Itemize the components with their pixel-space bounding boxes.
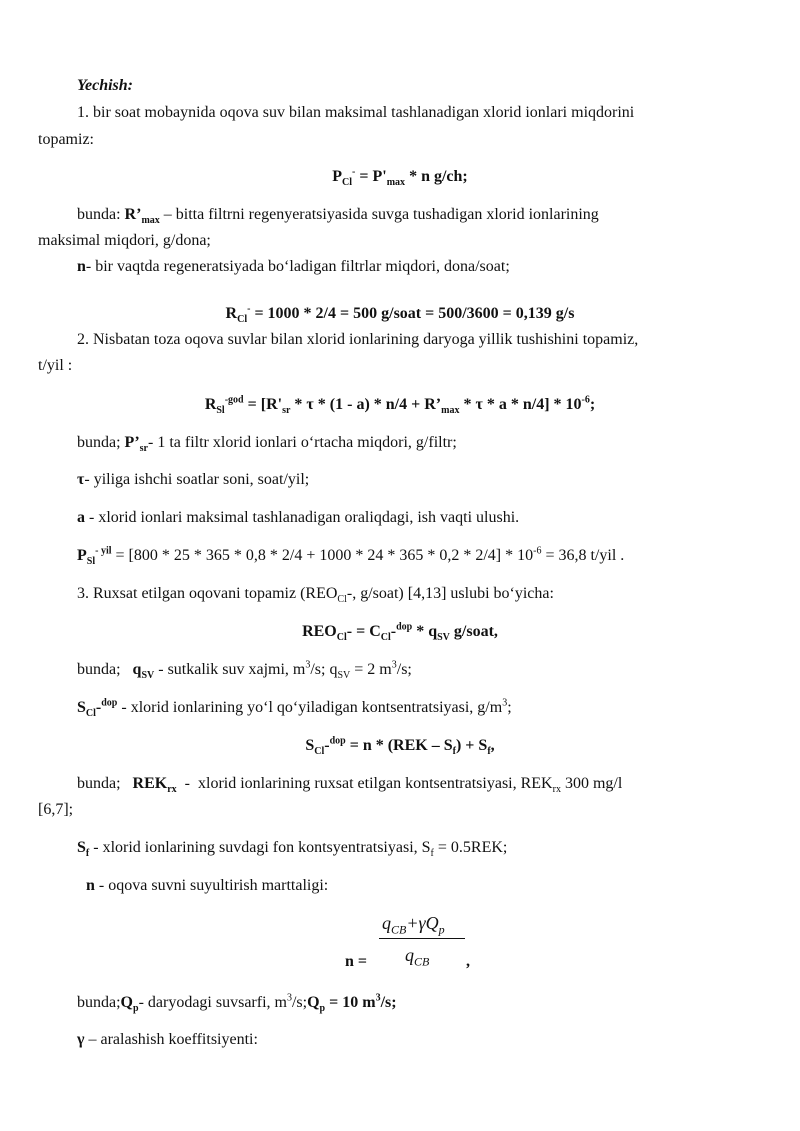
bunda-3: bunda; $q_{SV}$ - sutkalik suv xajmi, $m^3/s$; $q_{SV} = 2$ $m^3/s$; — [77, 659, 412, 682]
paragraph-3: 3. Ruxsat etilgan oqovani topamiz ($REO_{Cl}-$, g/soat) [4,13] uslubi bo‘yicha: — [77, 585, 554, 606]
formula-2: $R_{Cl}^- = 1000 * 2/4 = 500$ g/soat = 500/3600 = 0,139 g/s — [225, 303, 575, 326]
paragraph-1-line-1: 1. bir soat mobaynida oqova suv bilan maksimal tashlanadigan xlorid ionlari miqdorini — [77, 104, 635, 121]
formula-4: $P_{Sl}^{- yil} = [800 * 25 * 365 * 0,8 * 2/4 + 1000 * 24 * 365 * 0,2 * 2/4] * 10^{-6} = 36,8$ t/yil . — [77, 545, 625, 568]
a-definition: a - xlorid ionlari maksimal tashlanadigan oraliqdagi, ish vaqti ulushi. — [77, 509, 520, 526]
n-definition: n- bir vaqtda regeneratsiyada bo‘ladigan filtrlar miqdori, dona/soat; — [77, 258, 510, 275]
formula-5: $REO_{Cl}- = C_{Cl}-^{dop} * q_{SV}$ g/soat, — [302, 621, 498, 644]
bunda-4-line-2: [6,7]; — [38, 801, 74, 818]
fraction-numerator: $q_{CB}+\gamma Q_p$ — [382, 913, 445, 937]
formula-7-lhs: n = — [345, 953, 368, 970]
bunda-1-line-2: maksimal miqdori, g/dona; — [38, 232, 211, 249]
sf-definition: $S_f$ - xlorid ionlarining suvdagi fon kontsyentratsiyasi, $S_f = 0.5REK$; — [77, 839, 508, 860]
formula-7-comma: , — [466, 953, 470, 970]
bunda-1-line-1: bunda: $R’_{max}$ – bitta filtrni regenyeratsiyasida suvga tushadigan xlorid ionlarining — [77, 206, 599, 227]
solution-heading: Yechish: — [77, 77, 133, 94]
gamma-definition: γ – aralashish koeffitsiyenti: — [77, 1031, 258, 1048]
paragraph-1-line-2: topamiz: — [38, 131, 94, 148]
bunda-2: bunda; $P’_{sr}-$ 1 ta filtr xlorid ionlari o‘rtacha miqdori, g/filtr; — [77, 434, 457, 455]
formula-1: $P_{Cl}^- = P'_{max} * n$ g/ch; — [332, 166, 468, 189]
formula-6: $S_{Cl}-^{dop} = n * (REK - S_f) + S_f$, — [305, 735, 495, 758]
fraction-bar — [379, 938, 465, 939]
paragraph-2-line-1: 2. Nisbatan toza oqova suvlar bilan xlorid ionlarining daryoga yillik tushishini topamiz, — [77, 331, 639, 348]
bunda-4-line-1: bunda; $REK_{rx}$ - xlorid ionlarining ruxsat etilgan kontsentratsiyasi, $REK_{rx}$ 300 mg/l — [77, 775, 623, 796]
paragraph-2-line-2: t/yil : — [38, 357, 73, 374]
tau-definition: τ- yiliga ishchi soatlar soni, soat/yil; — [77, 471, 310, 488]
s-definition: $S_{Cl}-^{dop}$ - xlorid ionlarining yo‘l qo‘yiladigan kontsentratsiyasi, $g/m^3$; — [77, 697, 512, 720]
formula-3: $R_{Sl}^{-god} = [R'_{sr} * \tau * (1 - a) * n/4$ + $R’_{max}$ * τ * a * $n/4] * 10^{-6}$; — [204, 394, 596, 417]
n2-definition: n - oqova suvni suyultirish marttaligi: — [86, 877, 329, 894]
bunda-5: $bunda;Q_p-$ daryodagi suvsarfi, $m^3/s;Q_p = 10$ $m^3/s$; — [77, 992, 397, 1015]
fraction-denominator: $q_{CB}$ — [405, 945, 430, 969]
